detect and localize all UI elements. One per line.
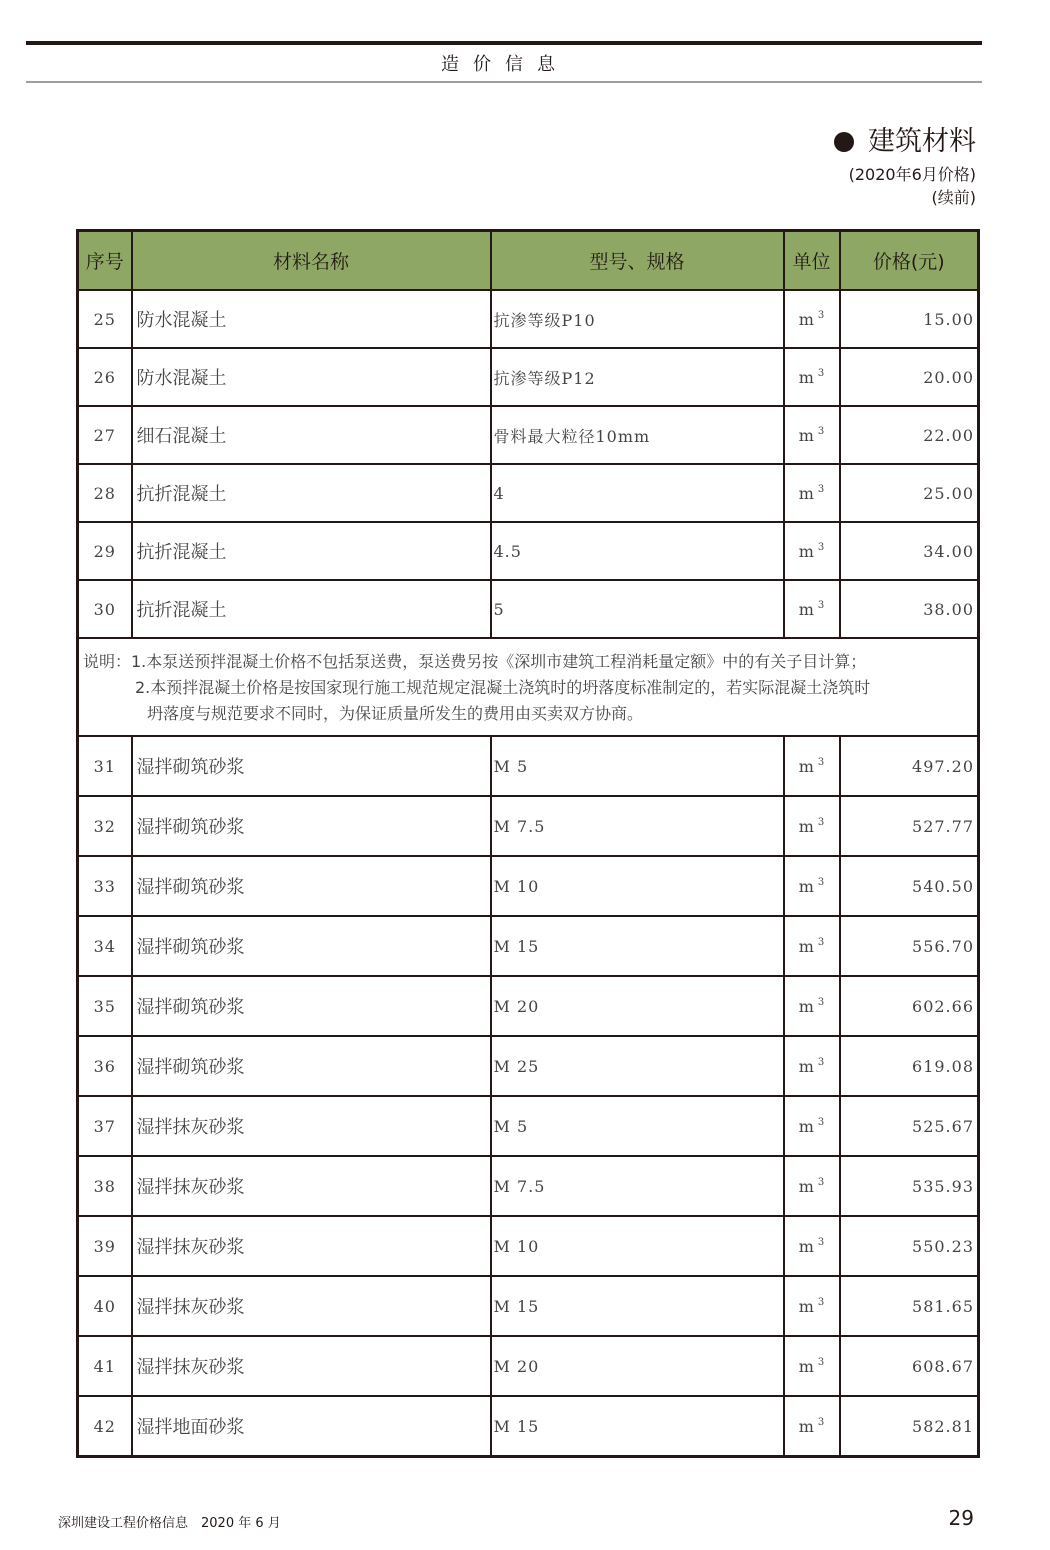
price-value: 525.67	[840, 1096, 979, 1156]
table-row	[78, 1396, 979, 1457]
material-name: 细石混凝土	[132, 406, 491, 464]
price-value: 15.00	[840, 290, 979, 348]
column-header-name: 材料名称	[132, 231, 491, 291]
unit-superscript: 3	[817, 1357, 825, 1369]
unit-text: m	[798, 1056, 814, 1076]
unit-cell	[784, 856, 840, 916]
header-bottom-rule	[26, 81, 982, 83]
price-value: 619.08	[840, 1036, 979, 1096]
material-name: 湿拌砌筑砂浆	[132, 736, 491, 796]
note-line-1: 说明：1.本泵送预拌混凝土价格不包括泵送费，泵送费另按《深圳市建筑工程消耗量定额》中的有关子目计算；	[83, 652, 867, 671]
price-value: 550.23	[840, 1216, 979, 1276]
unit-cell	[784, 1156, 840, 1216]
unit-cell	[784, 522, 840, 580]
section-subtitle: (2020年6月价格)	[848, 165, 976, 184]
unit-text: m	[798, 876, 814, 896]
table-row	[78, 916, 979, 976]
table-row	[78, 1036, 979, 1096]
unit-text: m	[798, 599, 814, 619]
table-row	[78, 856, 979, 916]
row-number: 30	[78, 580, 132, 638]
row-number: 29	[78, 522, 132, 580]
unit-cell	[784, 1276, 840, 1336]
price-value: 527.77	[840, 796, 979, 856]
unit-cell	[784, 736, 840, 796]
column-header-spec: 型号、规格	[491, 231, 784, 291]
unit-superscript: 3	[817, 600, 825, 612]
material-spec: M 7.5	[491, 1156, 784, 1216]
material-name: 湿拌砌筑砂浆	[132, 976, 491, 1036]
table-body-group1	[78, 290, 979, 638]
footer-publication: 深圳建设工程价格信息 2020 年 6 月	[58, 1516, 281, 1531]
unit-cell	[784, 290, 840, 348]
unit-superscript: 3	[817, 1177, 825, 1189]
unit-superscript: 3	[817, 1117, 825, 1129]
unit-text: m	[798, 1176, 814, 1196]
table-row	[78, 290, 979, 348]
price-value: 497.20	[840, 736, 979, 796]
material-name: 湿拌抹灰砂浆	[132, 1216, 491, 1276]
table-row	[78, 348, 979, 406]
unit-text: m	[798, 756, 814, 776]
material-spec: 抗渗等级P10	[491, 290, 784, 348]
price-value: 582.81	[840, 1396, 979, 1457]
price-value: 20.00	[840, 348, 979, 406]
unit-superscript: 3	[817, 368, 825, 380]
material-name: 湿拌抹灰砂浆	[132, 1096, 491, 1156]
material-name: 防水混凝土	[132, 290, 491, 348]
material-spec: M 20	[491, 1336, 784, 1396]
table-row	[78, 406, 979, 464]
unit-cell	[784, 1396, 840, 1457]
unit-cell	[784, 348, 840, 406]
row-number: 33	[78, 856, 132, 916]
material-spec: 抗渗等级P12	[491, 348, 784, 406]
page-number: 29	[948, 1506, 974, 1530]
table-note-section	[78, 638, 979, 736]
row-number: 35	[78, 976, 132, 1036]
unit-text: m	[798, 816, 814, 836]
unit-text: m	[798, 425, 814, 445]
header-top-rule	[26, 41, 982, 45]
material-spec: M 15	[491, 1276, 784, 1336]
table-body-group2	[78, 736, 979, 1457]
unit-superscript: 3	[817, 542, 825, 554]
note-line-2: 2.本预拌混凝土价格是按国家现行施工规范规定混凝土浇筑时的坍落度标准制定的，若实际混凝土浇筑时	[135, 678, 871, 697]
material-spec: 4	[491, 464, 784, 522]
material-name: 防水混凝土	[132, 348, 491, 406]
unit-cell	[784, 1036, 840, 1096]
material-name: 抗折混凝土	[132, 580, 491, 638]
price-value: 556.70	[840, 916, 979, 976]
row-number: 26	[78, 348, 132, 406]
row-number: 42	[78, 1396, 132, 1457]
column-header-no: 序号	[78, 231, 132, 291]
note-line-3: 坍落度与规范要求不同时，为保证质量所发生的费用由买卖双方协商。	[147, 704, 644, 723]
row-number: 31	[78, 736, 132, 796]
material-spec: M 20	[491, 976, 784, 1036]
material-spec: M 7.5	[491, 796, 784, 856]
row-number: 41	[78, 1336, 132, 1396]
material-spec: M 15	[491, 1396, 784, 1457]
unit-superscript: 3	[817, 817, 825, 829]
table-row	[78, 580, 979, 638]
column-header-unit: 单位	[784, 231, 840, 291]
table-row	[78, 1156, 979, 1216]
material-name: 湿拌抹灰砂浆	[132, 1276, 491, 1336]
row-number: 34	[78, 916, 132, 976]
section-title-row	[834, 125, 976, 159]
material-spec: M 25	[491, 1036, 784, 1096]
material-name: 抗折混凝土	[132, 464, 491, 522]
row-number: 27	[78, 406, 132, 464]
unit-text: m	[798, 1356, 814, 1376]
section-title: 建筑材料	[868, 126, 976, 157]
table-row	[78, 736, 979, 796]
row-number: 37	[78, 1096, 132, 1156]
unit-text: m	[798, 367, 814, 387]
unit-cell	[784, 406, 840, 464]
table-row	[78, 464, 979, 522]
material-spec: M 10	[491, 1216, 784, 1276]
section-heading	[834, 125, 976, 209]
table-row	[78, 1276, 979, 1336]
material-name: 湿拌抹灰砂浆	[132, 1156, 491, 1216]
price-value: 34.00	[840, 522, 979, 580]
unit-cell	[784, 976, 840, 1036]
price-value: 25.00	[840, 464, 979, 522]
unit-text: m	[798, 936, 814, 956]
unit-superscript: 3	[817, 426, 825, 438]
unit-superscript: 3	[817, 1057, 825, 1069]
material-spec: M 5	[491, 736, 784, 796]
material-name: 湿拌砌筑砂浆	[132, 796, 491, 856]
bullet-icon	[834, 132, 854, 152]
unit-superscript: 3	[817, 1297, 825, 1309]
unit-superscript: 3	[817, 757, 825, 769]
material-name: 抗折混凝土	[132, 522, 491, 580]
unit-text: m	[798, 996, 814, 1016]
price-value: 22.00	[840, 406, 979, 464]
unit-cell	[784, 796, 840, 856]
price-value: 602.66	[840, 976, 979, 1036]
price-value: 535.93	[840, 1156, 979, 1216]
table-row	[78, 1336, 979, 1396]
unit-text: m	[798, 1416, 814, 1436]
table-row	[78, 1216, 979, 1276]
unit-text: m	[798, 1116, 814, 1136]
material-spec: M 10	[491, 856, 784, 916]
row-number: 38	[78, 1156, 132, 1216]
material-name: 湿拌地面砂浆	[132, 1396, 491, 1457]
column-header-price: 价格(元)	[840, 231, 979, 291]
material-spec: M 5	[491, 1096, 784, 1156]
note-cell	[78, 638, 979, 736]
price-value: 38.00	[840, 580, 979, 638]
material-name: 湿拌砌筑砂浆	[132, 1036, 491, 1096]
row-number: 28	[78, 464, 132, 522]
unit-superscript: 3	[817, 937, 825, 949]
unit-superscript: 3	[817, 484, 825, 496]
table-row	[78, 522, 979, 580]
material-spec: 4.5	[491, 522, 784, 580]
unit-superscript: 3	[817, 1237, 825, 1249]
table-row	[78, 796, 979, 856]
material-name: 湿拌砌筑砂浆	[132, 916, 491, 976]
unit-cell	[784, 580, 840, 638]
material-name: 湿拌抹灰砂浆	[132, 1336, 491, 1396]
running-title: 造价信息	[441, 54, 569, 75]
section-continued: (续前)	[931, 188, 976, 207]
unit-cell	[784, 1216, 840, 1276]
unit-cell	[784, 1336, 840, 1396]
price-value: 608.67	[840, 1336, 979, 1396]
unit-superscript: 3	[817, 310, 825, 322]
unit-cell	[784, 464, 840, 522]
price-value: 581.65	[840, 1276, 979, 1336]
unit-text: m	[798, 1296, 814, 1316]
price-value: 540.50	[840, 856, 979, 916]
material-name: 湿拌砌筑砂浆	[132, 856, 491, 916]
unit-cell	[784, 1096, 840, 1156]
unit-cell	[784, 916, 840, 976]
row-number: 32	[78, 796, 132, 856]
unit-superscript: 3	[817, 877, 825, 889]
unit-superscript: 3	[817, 997, 825, 1009]
table-row	[78, 1096, 979, 1156]
table-header-row	[78, 231, 979, 291]
unit-superscript: 3	[817, 1417, 825, 1429]
unit-text: m	[798, 1236, 814, 1256]
material-spec: M 15	[491, 916, 784, 976]
material-spec: 5	[491, 580, 784, 638]
row-number: 25	[78, 290, 132, 348]
price-table	[76, 229, 980, 1458]
row-number: 39	[78, 1216, 132, 1276]
material-spec: 骨料最大粒径10mm	[491, 406, 784, 464]
unit-text: m	[798, 309, 814, 329]
row-number: 40	[78, 1276, 132, 1336]
unit-text: m	[798, 541, 814, 561]
row-number: 36	[78, 1036, 132, 1096]
table-row	[78, 976, 979, 1036]
unit-text: m	[798, 483, 814, 503]
note-row	[78, 638, 979, 736]
